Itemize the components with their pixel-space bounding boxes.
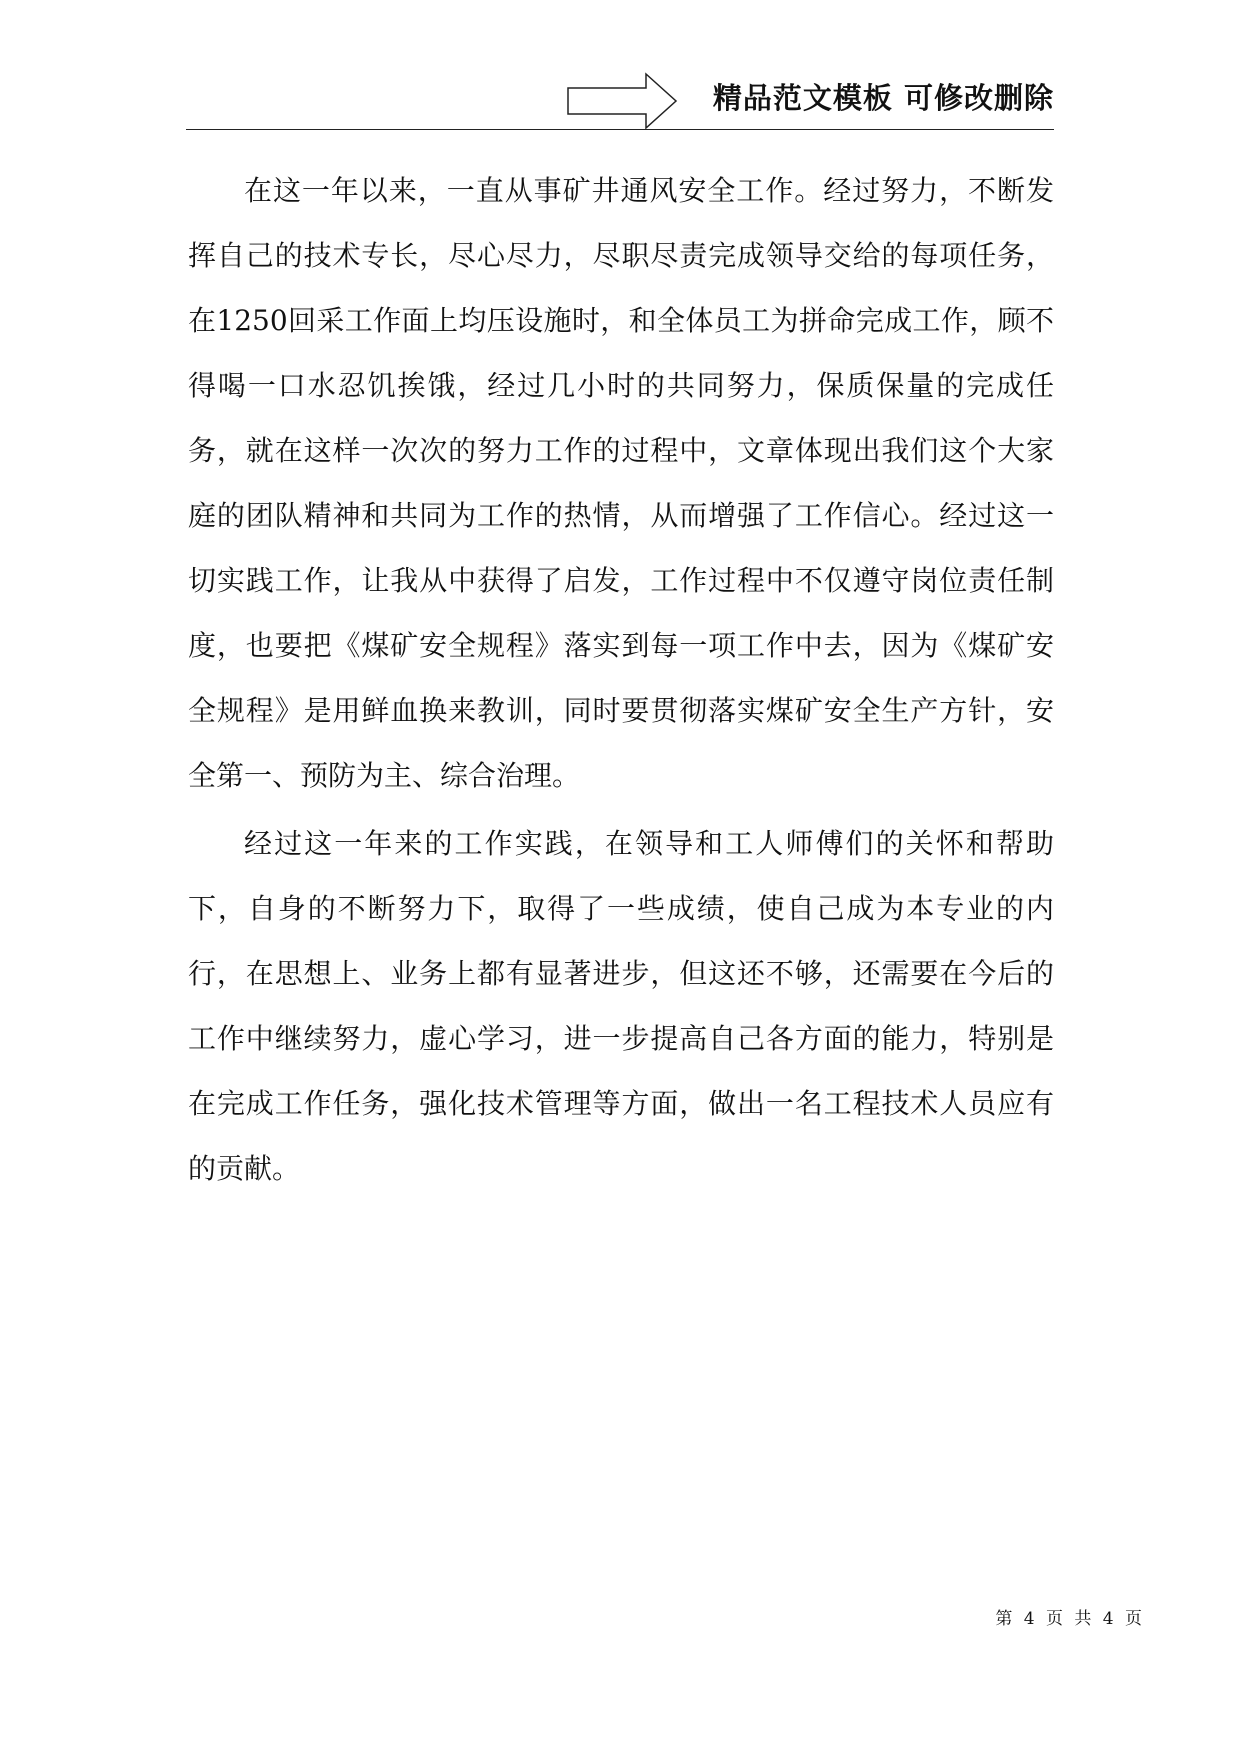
page-header	[186, 72, 1054, 130]
body-paragraph-1: 在这一年以来，一直从事矿井通风安全工作。经过努力，不断发挥自己的技术专长，尽心尽力，尽职尽责完成领导交给的每项任务，在1250回采工作面上均压设施时，和全体员工为拼命完成工作，顾不得喝一口水忍饥挨饿，经过几小时的共同努力，保质保量的完成任务，就在这样一次次的努力工作的过程中，文章体现出我们这个大家庭的团队精神和共同为工作的热情，从而增强了工作信心。经过这一切实践工作，让我从中获得了启发，工作过程中不仅遵守岗位责任制度，也要把《煤矿安全规程》落实到每一项工作中去，因为《煤矿安全规程》是用鲜血换来教训，同时要贯彻落实煤矿安全生产方针，安全第一、预防为主、综合治理。	[188, 174, 1054, 792]
document-body	[188, 158, 1054, 1201]
page-number: 第 4 页 共 4 页	[995, 1609, 1145, 1629]
body-paragraph-2: 经过这一年来的工作实践，在领导和工人师傅们的关怀和帮助下，自身的不断努力下，取得了一些成绩，使自己成为本专业的内行，在思想上、业务上都有显著进步，但这还不够，还需要在今后的工作中继续努力，虚心学习，进一步提高自己各方面的能力，特别是在完成工作任务，强化技术管理等方面，做出一名工程技术人员应有的贡献。	[188, 827, 1054, 1185]
header-divider	[186, 129, 1054, 130]
header-title: 精品范文模板 可修改删除	[712, 81, 1054, 115]
right-arrow-outline-icon	[566, 72, 678, 130]
